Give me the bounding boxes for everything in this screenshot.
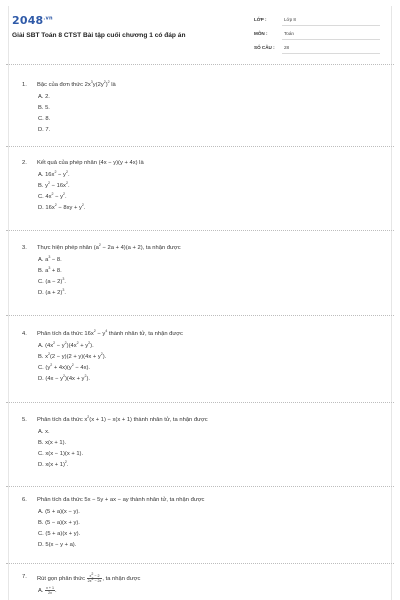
answer-option-a[interactable]: A. $16x^2 - y^2$. bbox=[38, 170, 70, 178]
question-divider bbox=[6, 315, 394, 316]
question-3 bbox=[22, 243, 372, 296]
header-divider bbox=[6, 64, 394, 65]
question-number: 7. bbox=[22, 574, 27, 580]
question-stem: Bậc của đơn thức $2x^3y(2y^2)^2$ là bbox=[37, 80, 116, 88]
meta-underline bbox=[282, 39, 380, 40]
meta-value: Lớp 8 bbox=[284, 17, 296, 22]
meta-subject bbox=[254, 28, 380, 40]
answer-option-b[interactable]: B. x(x + 1). bbox=[38, 440, 67, 446]
answer-option-d[interactable]: D. $(a + 2)^3$. bbox=[38, 288, 66, 296]
question-stem: Kết quả của phép nhân (4x − y)(y + 4x) là bbox=[37, 160, 144, 166]
answer-option-b[interactable]: B. $y^2 - 16x^2$. bbox=[38, 181, 70, 189]
question-number: 3. bbox=[22, 245, 27, 251]
answer-option-c[interactable]: C. (5 + a)(x + y). bbox=[38, 531, 81, 537]
logo-text: 2048 bbox=[12, 14, 44, 27]
question-number: 5. bbox=[22, 417, 27, 423]
answer-option-c[interactable]: C. x(x − 1)(x + 1). bbox=[38, 451, 84, 457]
question-divider bbox=[6, 146, 394, 147]
question-stem: Rút gọn phân thức $\frac{x^2 - 2}{2x^2 - 2x}$ , ta nhận được bbox=[37, 572, 141, 584]
answer-option-c[interactable]: C. 8. bbox=[38, 116, 51, 122]
answer-option-a[interactable]: A. $a^3 - 8$. bbox=[38, 255, 62, 263]
question-1 bbox=[22, 80, 372, 133]
answer-option-b[interactable]: B. $x^2(2 - y)(2 + y)(4x + y^2)$. bbox=[38, 352, 107, 360]
question-stem: Thực hiện phép nhân $(a^2 - 2a + 4)(a + 2)$, ta nhận được bbox=[37, 243, 181, 251]
meta-label: SỐ CÂU : bbox=[254, 45, 275, 50]
answer-option-d[interactable]: D. $(4x - y^2)(4x + y^2)$. bbox=[38, 374, 91, 382]
meta-label: LỚP : bbox=[254, 17, 267, 22]
logo-suffix: .vn bbox=[43, 15, 53, 22]
question-number: 6. bbox=[22, 497, 27, 503]
answer-option-a[interactable]: A. (5 + a)(x − y). bbox=[38, 509, 80, 515]
answer-option-c[interactable]: C. $(y^2 + 4x)(y^2 - 4x)$. bbox=[38, 363, 91, 371]
question-2 bbox=[22, 160, 372, 211]
meta-label: MÔN : bbox=[254, 31, 268, 36]
meta-value: 28 bbox=[284, 45, 290, 50]
answer-option-b[interactable]: B. (5 − a)(x + y). bbox=[38, 520, 80, 526]
question-5 bbox=[22, 415, 372, 468]
site-logo[interactable] bbox=[12, 14, 53, 27]
question-divider bbox=[6, 230, 394, 231]
answer-option-d[interactable]: D. $16x^2 - 8xy + y^2$. bbox=[38, 203, 86, 211]
question-divider bbox=[6, 563, 394, 564]
page-title: Giải SBT Toán 8 CTST Bài tập cuối chương 1 có đáp án bbox=[12, 32, 186, 39]
meta-grade bbox=[254, 14, 380, 26]
answer-option-b[interactable]: B. $a^3 + 8$. bbox=[38, 266, 62, 274]
answer-option-d[interactable]: D. 7. bbox=[38, 127, 51, 133]
answer-option-a[interactable]: A. $(4x^2 - y^2)(4x^2 + y^2)$. bbox=[38, 341, 94, 349]
answer-option-a[interactable]: A. 2. bbox=[38, 94, 50, 100]
question-6 bbox=[22, 497, 372, 548]
question-stem: Phân tích đa thức $16x^2 - y^4$ thành nhân tử, ta nhận được bbox=[37, 329, 183, 337]
question-number: 1. bbox=[22, 82, 27, 88]
meta-value: Toán bbox=[284, 31, 294, 36]
meta-underline bbox=[282, 53, 380, 54]
question-stem: Phân tích đa thức 5x − 5y + ax − ay thành nhân tử, ta nhận được bbox=[37, 497, 205, 503]
meta-question-count bbox=[254, 42, 380, 54]
question-7 bbox=[22, 572, 372, 595]
answer-option-b[interactable]: B. 5. bbox=[38, 105, 50, 111]
question-number: 4. bbox=[22, 331, 27, 337]
meta-underline bbox=[282, 25, 380, 26]
answer-option-c[interactable]: C. $4x^2 - y^2$. bbox=[38, 192, 67, 200]
answer-option-a[interactable]: A. x. bbox=[38, 429, 50, 435]
answer-option-d[interactable]: D. $x(x + 1)^2$. bbox=[38, 460, 69, 468]
question-divider bbox=[6, 402, 394, 403]
answer-option-a[interactable]: A. $\frac{x + 1}{2x}$ . bbox=[38, 586, 57, 595]
question-stem: Phân tích đa thức $x^2(x + 1) - x(x + 1)$ thành nhân tử, ta nhận được bbox=[37, 415, 208, 423]
question-4 bbox=[22, 329, 372, 382]
question-divider bbox=[6, 486, 394, 487]
question-number: 2. bbox=[22, 160, 27, 166]
answer-option-c[interactable]: C. $(a - 2)^3$. bbox=[38, 277, 66, 285]
answer-option-d[interactable]: D. 5(x − y + a). bbox=[38, 542, 77, 548]
